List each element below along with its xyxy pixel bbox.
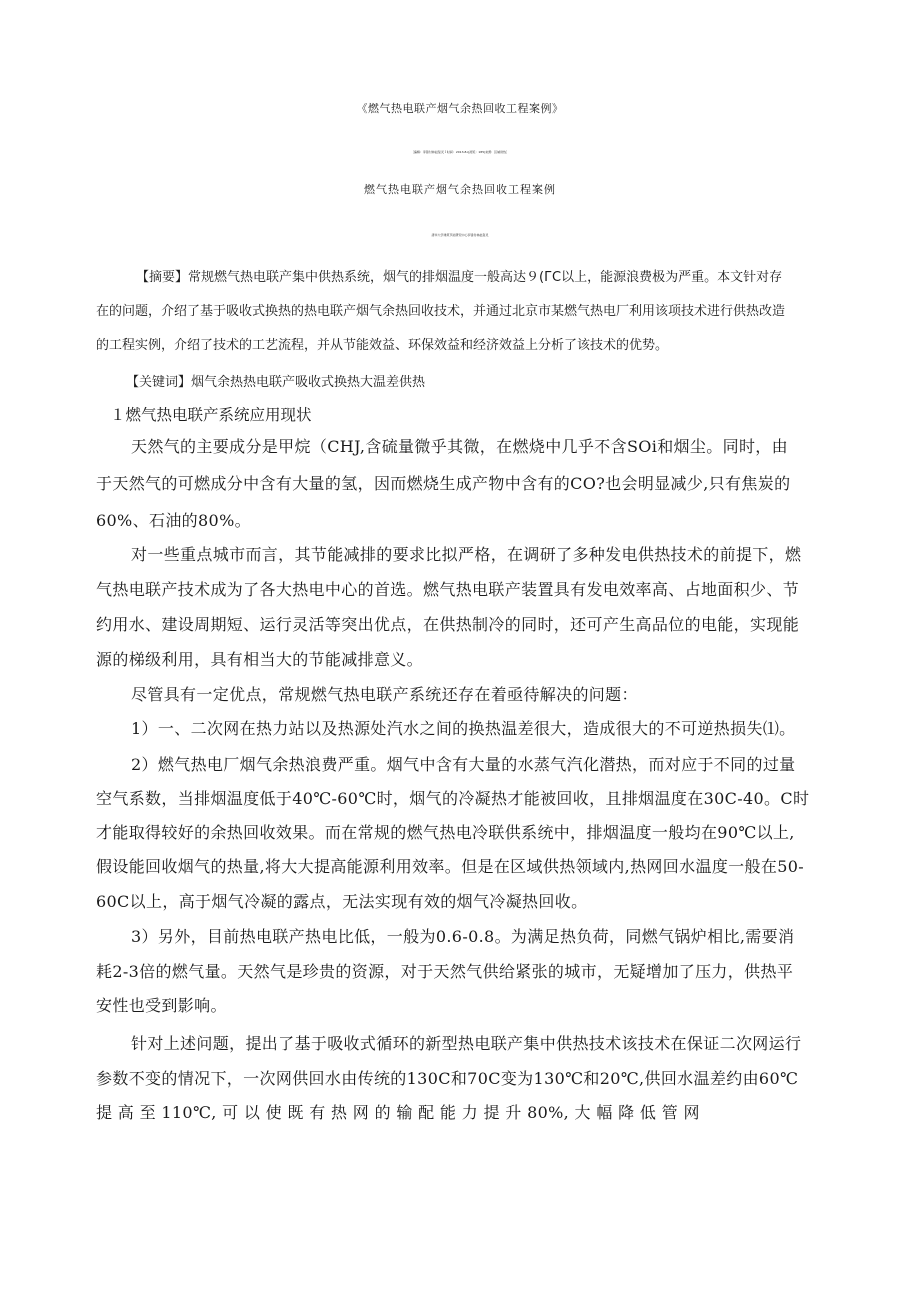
article-title: 燃气热电联产烟气余热回收工程案例 [364, 183, 556, 196]
body-line: 对一些重点城市而言，其节能减排的要求比拟严格，在调研了多种发电供热技术的前提下，燃 [131, 545, 802, 564]
abstract-line: 的工程实例，介绍了技术的工艺流程，并从节能效益、环保效益和经济效益上分析了该技术的优势。 [96, 338, 669, 353]
body-line: 尽管具有一定优点，常规燃气热电联产系统还存在着亟待解决的问题： [131, 685, 638, 704]
body-line: 气热电联产技术成为了各大热电中心的首选。燃气热电联产装置具有发电效率高、占地面积少、节 [96, 580, 800, 599]
body-line: 3）另外，目前热电联产热电比低，一般为0.6-0.8。为满足热负荷，同燃气锅炉相比,需要消 [131, 927, 795, 946]
body-line: 1）一、二次网在热力站以及热源处汽水之间的换热温差很大，造成很大的不可逆热损失⑴。 [131, 719, 796, 738]
body-line: 安性也受到影响。 [96, 996, 227, 1015]
keywords: 【关键词】烟气余热热电联产吸收式换热大温差供热 [126, 375, 426, 390]
body-line: 天然气的主要成分是甲烷（CHJ,含硫量微乎其微，在燃烧中几乎不含SOi和烟尘。同时，由 [131, 437, 789, 456]
article-authors: 清华大学建筑节能研究中心李锋付林赵玺灵 [431, 233, 489, 237]
body-line: 针对上述问题，提出了基于吸收式循环的新型热电联产集中供热技术该技术在保证二次网运行 [131, 1034, 802, 1053]
body-line: 约用水、建设周期短、运行灵活等突出优点，在供热制冷的同时，还可产生高品位的电能，实现能 [96, 615, 800, 634]
body-line: 才能取得较好的余热回收效果。而在常规的燃气热电冷联供系统中，排烟温度一般均在90℃以上, [96, 823, 795, 842]
body-line: 假设能回收烟气的热量,将大大提高能源利用效率。但是在区域供热领域内,热网回水温度一般在50- [96, 857, 805, 876]
article-meta: ［编辑：李锋付林赵玺灵Ｉ时间：2013-8-l|浏览：185|来源：区域供热］ [410, 150, 510, 154]
body-line: 于天然气的可燃成分中含有大量的氢，因而燃烧生成产物中含有的CO?也会明显减少,只有焦炭的 [96, 474, 791, 493]
body-line: 2）燃气热电厂烟气余热浪费严重。烟气中含有大量的水蒸气汽化潜热，而对应于不同的过量 [131, 755, 796, 774]
body-line: 源的梯级利用，具有相当大的节能减排意义。 [96, 650, 424, 669]
body-line: 提 高 至 110℃, 可 以 使 既 有 热 网 的 输 配 能 力 提 升 80%, 大 幅 降 低 管 网 [96, 1103, 700, 1122]
abstract-line: 在的问题，介绍了基于吸收式换热的热电联产烟气余热回收技术，并通过北京市某燃气热电厂利用该项技术进行供热改造 [96, 304, 786, 319]
body-line: 参数不变的情况下，一次网供回水由传统的130C和70C变为130℃和20℃,供回水温差约由60℃ [96, 1069, 799, 1088]
document-title: 《燃气热电联产烟气余热回收工程案例》 [356, 102, 564, 115]
body-line: 空气系数，当排烟温度低于40℃-60℃时，烟气的冷凝热才能被回收，且排烟温度在30C-40。C时 [96, 789, 810, 808]
body-line: 60%、石油的80%。 [96, 511, 251, 530]
body-line: 耗2-3倍的燃气量。天然气是珍贵的资源，对于天然气供给紧张的城市，无疑增加了压力，供热平 [96, 962, 794, 981]
abstract-line: 【摘要】常规燃气热电联产集中供热系统，烟气的排烟温度一般高达９(ГC以上，能源浪费极为严重。本文针对存 [136, 270, 783, 285]
section-heading: １燃气热电联产系统应用现状 [110, 406, 312, 424]
body-line: 60C以上，高于烟气冷凝的露点，无法实现有效的烟气冷凝热回收。 [96, 892, 588, 911]
